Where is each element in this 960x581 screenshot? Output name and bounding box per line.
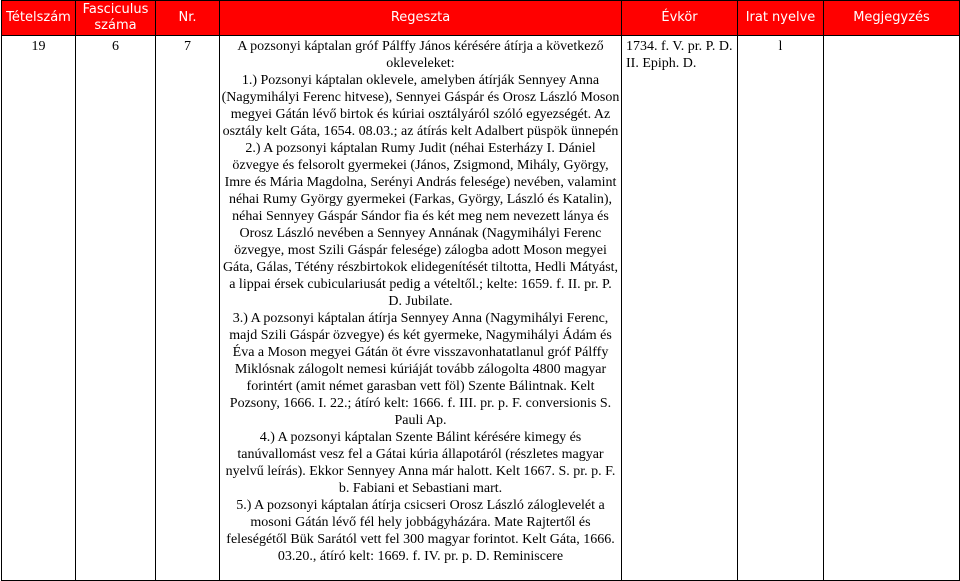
cell-megjegyzes <box>824 36 960 581</box>
header-megjegyzes: Megjegyzés <box>824 1 960 36</box>
regeszta-item-4: 4.) A pozsonyi káptalan Szente Bálint kérésére kimegy és tanúvallomást vesz fel a Gátai kúria állapotáról (részletes magyar nyelvű leírás). Ekkor Sennyey Anna már halott. Kelt 1667. S. pr. p. F. b. Fabiani et Sebastiani mart. <box>225 430 616 496</box>
cell-evkor: 1734. f. V. pr. P. D. II. Epiph. D. <box>622 36 738 581</box>
header-regeszta: Regeszta <box>220 1 622 36</box>
cell-fasciculus: 6 <box>76 36 156 581</box>
cell-telszam: 19 <box>2 36 76 581</box>
regeszta-item-2: 2.) A pozsonyi káptalan Rumy Judit (néhai Esterházy I. Dániel özvegye és felsorolt gyermekei (János, Zsigmond, Mihály, György, Imre és Mária Magdolna, Serényi András felesége) nevében, valamint néhai Rumy György gyermekei (Farkas, György, László és Katalin), néhai Sennyey Gáspár Sándor fia és két meg nem nevezett lánya és Orosz László nevében a Sennyey Annának (Nagymihályi Ferenc özvegye, most Szili Gáspár felesége) zálogba adott Moson megyei Gáta, Gálas, Tétény részbirtokok elidegenítését tiltotta, Hedli Mátyást, a lippai érsek cubiculariusát pedig a vételtől.; kelte: 1659. f. II. pr. P. D. Jubilate. <box>222 141 619 309</box>
regeszta-table <box>1 0 960 581</box>
regeszta-intro: A pozsonyi káptalan gróf Pálffy János kérésére átírja a következő okleveleket: <box>237 39 604 71</box>
header-nr: Nr. <box>156 1 220 36</box>
cell-irat-nyelve: l <box>738 36 824 581</box>
regeszta-item-5: 5.) A pozsonyi káptalan átírja csicseri Orosz László záloglevelét a mosoni Gátán lévő fél hely jobbágyházára. Mate Rajtertől és feleségétől Bük Sarától vett fel 300 magyar forintot. Kelt Gáta, 1666. 03.20., átíró kelt: 1669. f. IV. pr. p. D. Reminiscere <box>226 498 615 564</box>
regeszta-item-3: 3.) A pozsonyi káptalan átírja Sennyey Anna (Nagymihályi Ferenc, majd Szili Gáspár özvegye) és két gyermeke, Nagymihályi Ádám és Éva a Moson megyei Gátán öt évre visszavonhatatlanul gróf Pálffy Miklósnak zálogolt nemesi kúriáját tovább zálogolta 4800 magyar forintért (amit német garasban vett föl) Szente Bálintnak. Kelt Pozsony, 1666. I. 22.; átíró kelt: 1666. f. III. pr. p. F. conversionis S. Pauli Ap. <box>229 311 612 428</box>
table-row <box>2 36 960 581</box>
cell-nr: 7 <box>156 36 220 581</box>
header-evkor: Évkör <box>622 1 738 36</box>
regeszta-item-1: 1.) Pozsonyi káptalan oklevele, amelyben átírják Sennyey Anna (Nagymihályi Ferenc hitvese), Sennyei Gáspár és Orosz László Moson megyei Gátán lévő birtok és kúriai osztályáról szóló egyezségét. Az osztály kelt Gáta, 1654. 08.03.; az átírás kelt Adalbert püspök ünnepén <box>221 73 620 139</box>
header-irat-nyelve: Irat nyelve <box>738 1 824 36</box>
header-row <box>2 1 960 36</box>
header-fasciculus: Fasciculus száma <box>76 1 156 36</box>
header-telszam: Tételszám <box>2 1 76 36</box>
cell-regeszta <box>220 36 622 581</box>
